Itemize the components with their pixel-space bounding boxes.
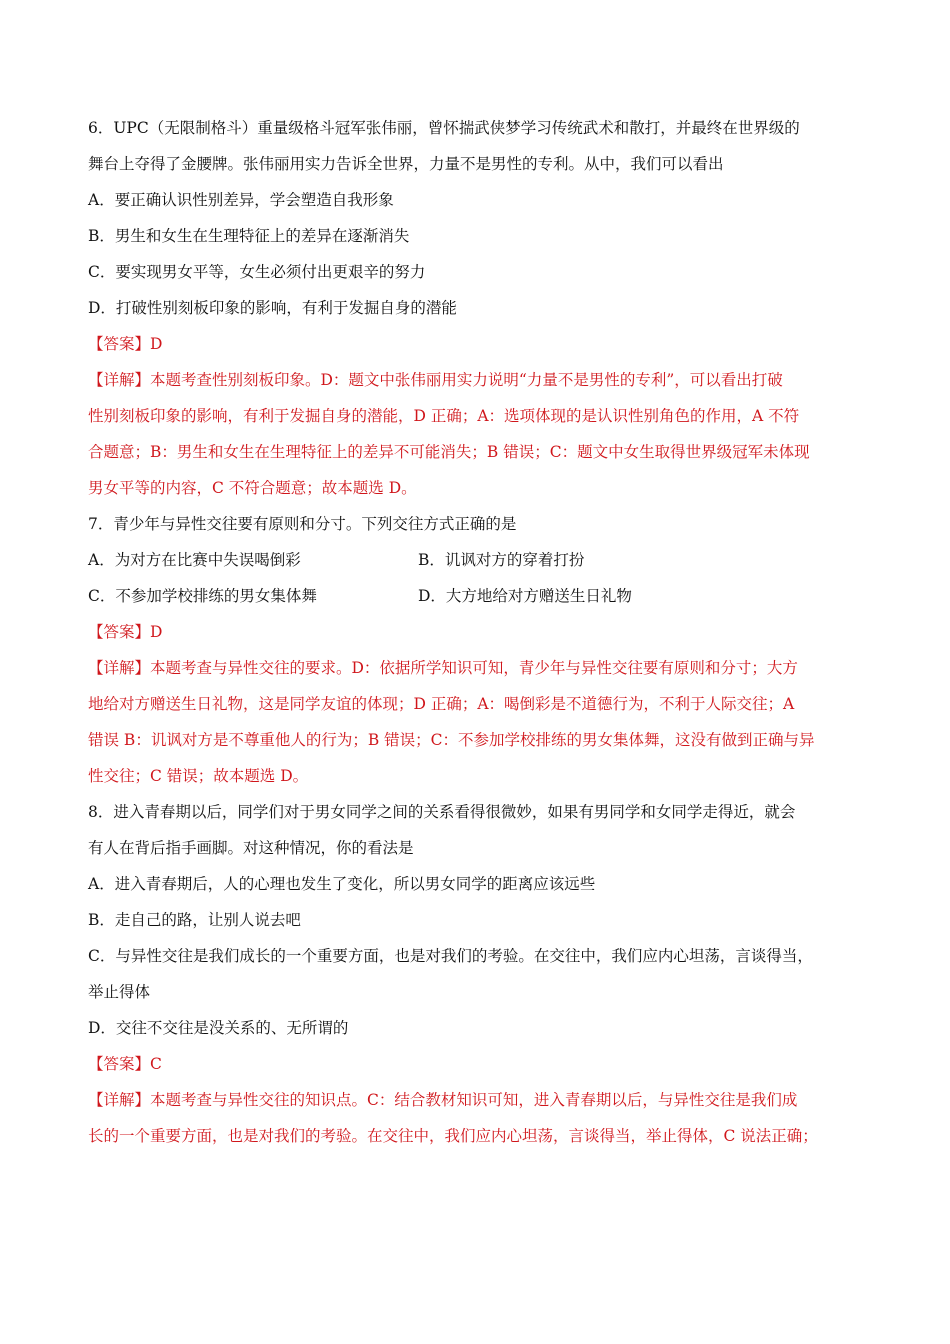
answer-label: 【答案】D (88, 623, 163, 641)
explanation-line: 长的一个重要方面，也是对我们的考验。在交往中，我们应内心坦荡，言谈得当，举止得体，C 说法正确； (88, 1127, 818, 1145)
option-a: A．为对方在比赛中失误喝倒彩 (88, 551, 301, 569)
explanation-line: 【详解】本题考查与异性交往的要求。D：依据所学知识可知，青少年与异性交往要有原则和分寸；大方 (88, 659, 798, 677)
question-stem-line: 有人在背后指手画脚。对这种情况，你的看法是 (88, 839, 414, 857)
option-d: D．交往不交往是没关系的、无所谓的 (88, 1019, 349, 1037)
option-c: C．不参加学校排练的男女集体舞 (88, 587, 317, 605)
option-row (88, 542, 868, 578)
question-6 (88, 110, 868, 506)
option-c-continued: 举止得体 (88, 983, 151, 1001)
option-b: B．走自己的路，让别人说去吧 (88, 911, 301, 929)
question-8 (88, 794, 868, 1154)
option-b: B．讥讽对方的穿着打扮 (418, 551, 585, 569)
question-7 (88, 506, 868, 794)
answer-label: 【答案】D (88, 335, 163, 353)
option-d: D．打破性别刻板印象的影响，有利于发掘自身的潜能 (88, 299, 457, 317)
answer-label: 【答案】C (88, 1055, 162, 1073)
question-stem-line: 8．进入青春期以后，同学们对于男女同学之间的关系看得很微妙，如果有男同学和女同学走得近，就会 (88, 803, 796, 821)
option-a: A．进入青春期后，人的心理也发生了变化，所以男女同学的距离应该远些 (88, 875, 596, 893)
explanation-line: 错误 B：讥讽对方是不尊重他人的行为；B 错误；C：不参加学校排练的男女集体舞，这没有做到正确与异 (88, 731, 815, 749)
explanation-line: 【详解】本题考查性别刻板印象。D：题文中张伟丽用实力说明“力量不是男性的专利”，可以看出打破 (88, 371, 783, 389)
question-stem-line: 6．UPC（无限制格斗）重量级格斗冠军张伟丽，曾怀揣武侠梦学习传统武术和散打，并最终在世界级的 (88, 119, 800, 137)
explanation-line: 性交往；C 错误；故本题选 D。 (88, 767, 309, 785)
explanation-line: 【详解】本题考查与异性交往的知识点。C：结合教材知识可知，进入青春期以后，与异性交往是我们成 (88, 1091, 798, 1109)
option-a: A．要正确认识性别差异，学会塑造自我形象 (88, 191, 394, 209)
question-stem-line: 舞台上夺得了金腰牌。张伟丽用实力告诉全世界，力量不是男性的专利。从中，我们可以看出 (88, 155, 724, 173)
explanation-line: 男女平等的内容，C 不符合题意；故本题选 D。 (88, 479, 417, 497)
question-stem-line: 7．青少年与异性交往要有原则和分寸。下列交往方式正确的是 (88, 515, 517, 533)
explanation-line: 地给对方赠送生日礼物，这是同学友谊的体现；D 正确；A：喝倒彩是不道德行为，不利于人际交往；A (88, 695, 795, 713)
option-d: D．大方地给对方赠送生日礼物 (418, 587, 632, 605)
explanation-line: 性别刻板印象的影响，有利于发掘自身的潜能，D 正确；A：选项体现的是认识性别角色的作用，A 不符 (88, 407, 800, 425)
option-row (88, 578, 868, 614)
explanation-line: 合题意；B：男生和女生在生理特征上的差异不可能消失；B 错误；C：题文中女生取得世界级冠军未体现 (88, 443, 810, 461)
option-c: C．与异性交往是我们成长的一个重要方面，也是对我们的考验。在交往中，我们应内心坦荡，言谈得当， (88, 947, 813, 965)
question-list (88, 110, 868, 1154)
option-c: C．要实现男女平等，女生必须付出更艰辛的努力 (88, 263, 426, 281)
option-b: B．男生和女生在生理特征上的差异在逐渐消失 (88, 227, 410, 245)
